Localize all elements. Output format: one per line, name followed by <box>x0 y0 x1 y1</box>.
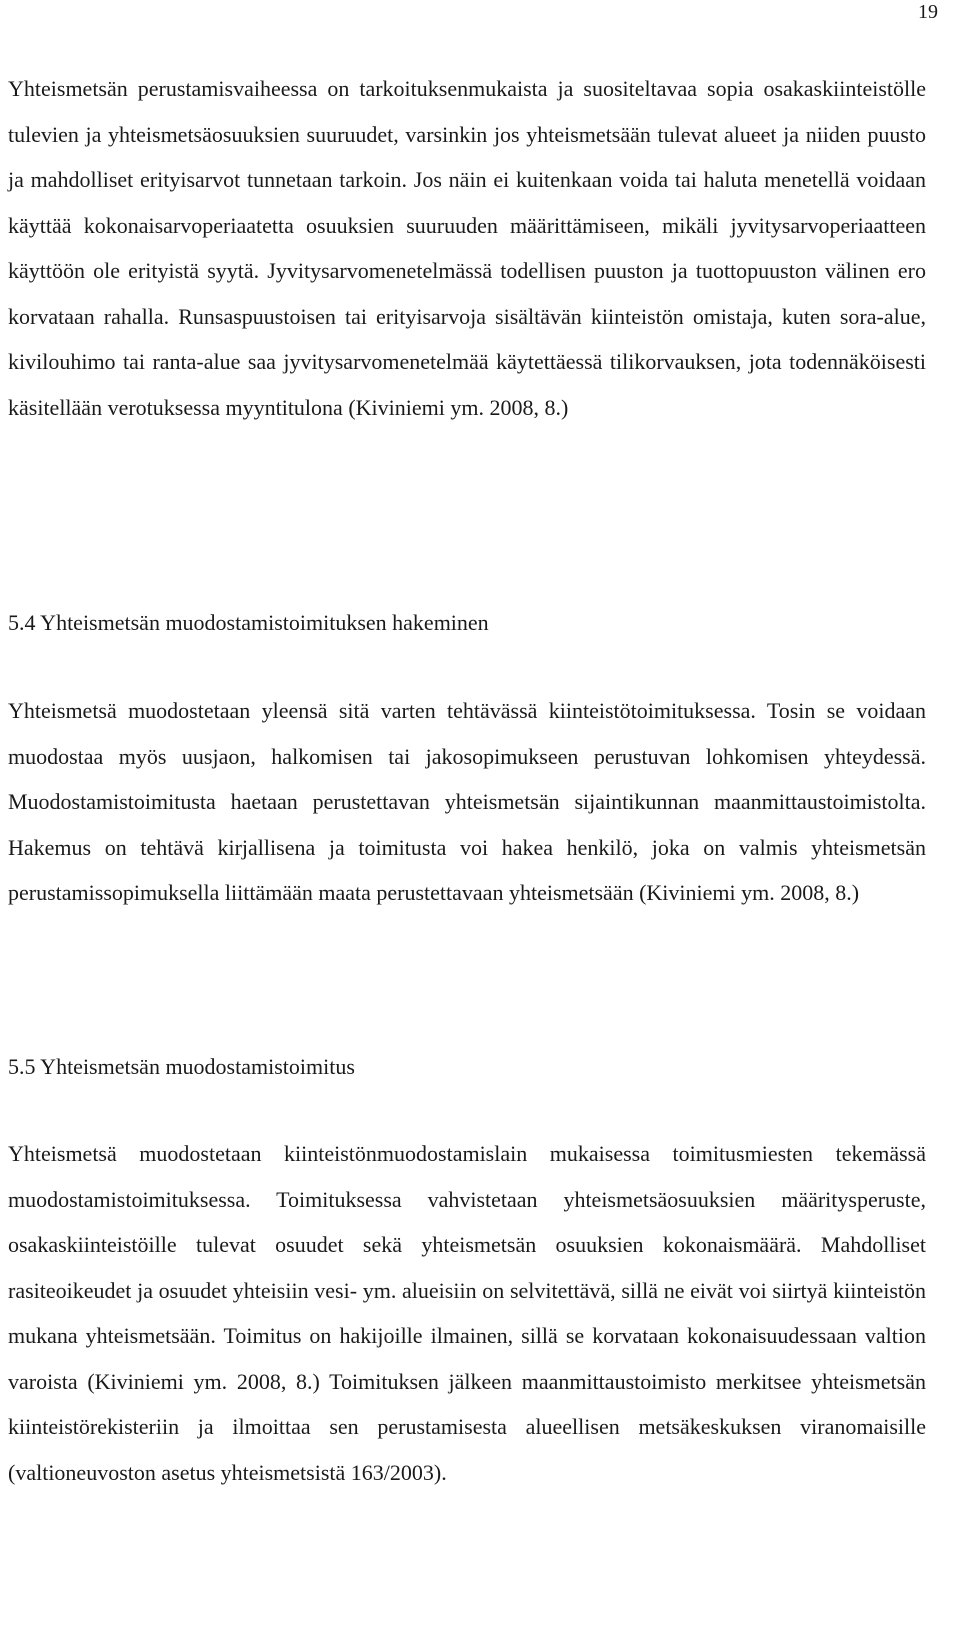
section-heading-5-5: 5.5 Yhteismetsän muodostamistoimitus <box>8 1054 355 1079</box>
paragraph-intro: Yhteismetsän perustamisvaiheessa on tarkoituksenmukaista ja suositeltavaa sopia osakaskiinteistölle tulevien ja yhteismetsäosuuksien suuruudet, varsinkin jos yhteismetsään tulevat alueet ja niiden puusto ja mahdolliset erityisarvot tunnetaan tarkoin. Jos näin ei kuitenkaan voida tai haluta menetellä voidaan käyttää kokonaisarvoperiaatetta osuuksien suuruuden määrittämiseen, mikäli jyvitysarvoperiaatteen käyttöön ole erityistä syytä. Jyvitysarvomenetelmässä todellisen puuston ja tuottopuuston välinen ero korvataan rahalla. Runsaspuustoisen tai erityisarvoja sisältävän kiinteistön omistaja, kuten sora-alue, kivilouhimo tai ranta-alue saa jyvitysarvomenetelmää käytettäessä tilikorvauksen, jota todennäköisesti käsitellään verotuksessa myyntitulona (Kiviniemi ym. 2008, 8.) <box>8 76 926 420</box>
page-number: 19 <box>918 1 938 23</box>
section-heading-5-4: 5.4 Yhteismetsän muodostamistoimituksen hakeminen <box>8 610 489 635</box>
paragraph-application: Yhteismetsä muodostetaan yleensä sitä varten tehtävässä kiinteistötoimituksessa. Tosin se voidaan muodostaa myös uusjaon, halkomisen tai jakosopimukseen perustuvan lohkomisen yhteydessä. Muodostamistoimitusta haetaan perustettavan yhteismetsän sijaintikunnan maanmittaustoimistolta. Hakemus on tehtävä kirjallisena ja toimitusta voi hakea henkilö, joka on valmis yhteismetsän perustamissopimuksella liittämään maata perustettavaan yhteismetsään (Kiviniemi ym. 2008, 8.) <box>8 698 926 905</box>
paragraph-formation-procedure: Yhteismetsä muodostetaan kiinteistönmuodostamislain mukaisessa toimitusmiesten tekemässä muodostamistoimituksessa. Toimituksessa vahvistetaan yhteismetsäosuuksien määritysperuste, osakaskiinteistöille tulevat osuudet sekä yhteismetsän osuuksien kokonaismäärä. Mahdolliset rasiteoikeudet ja osuudet yhteisiin vesi- ym. alueisiin on selvitettävä, sillä ne eivät voi siirtyä kiinteistön mukana yhteismetsään. Toimitus on hakijoille ilmainen, sillä se korvataan kokonaisuudessaan valtion varoista (Kiviniemi ym. 2008, 8.) Toimituksen jälkeen maanmittaustoimisto merkitsee yhteismetsän kiinteistörekisteriin ja ilmoittaa sen perustamisesta alueellisen metsäkeskuksen viranomaisille (valtioneuvoston asetus yhteismetsistä 163/2003). <box>8 1141 926 1485</box>
